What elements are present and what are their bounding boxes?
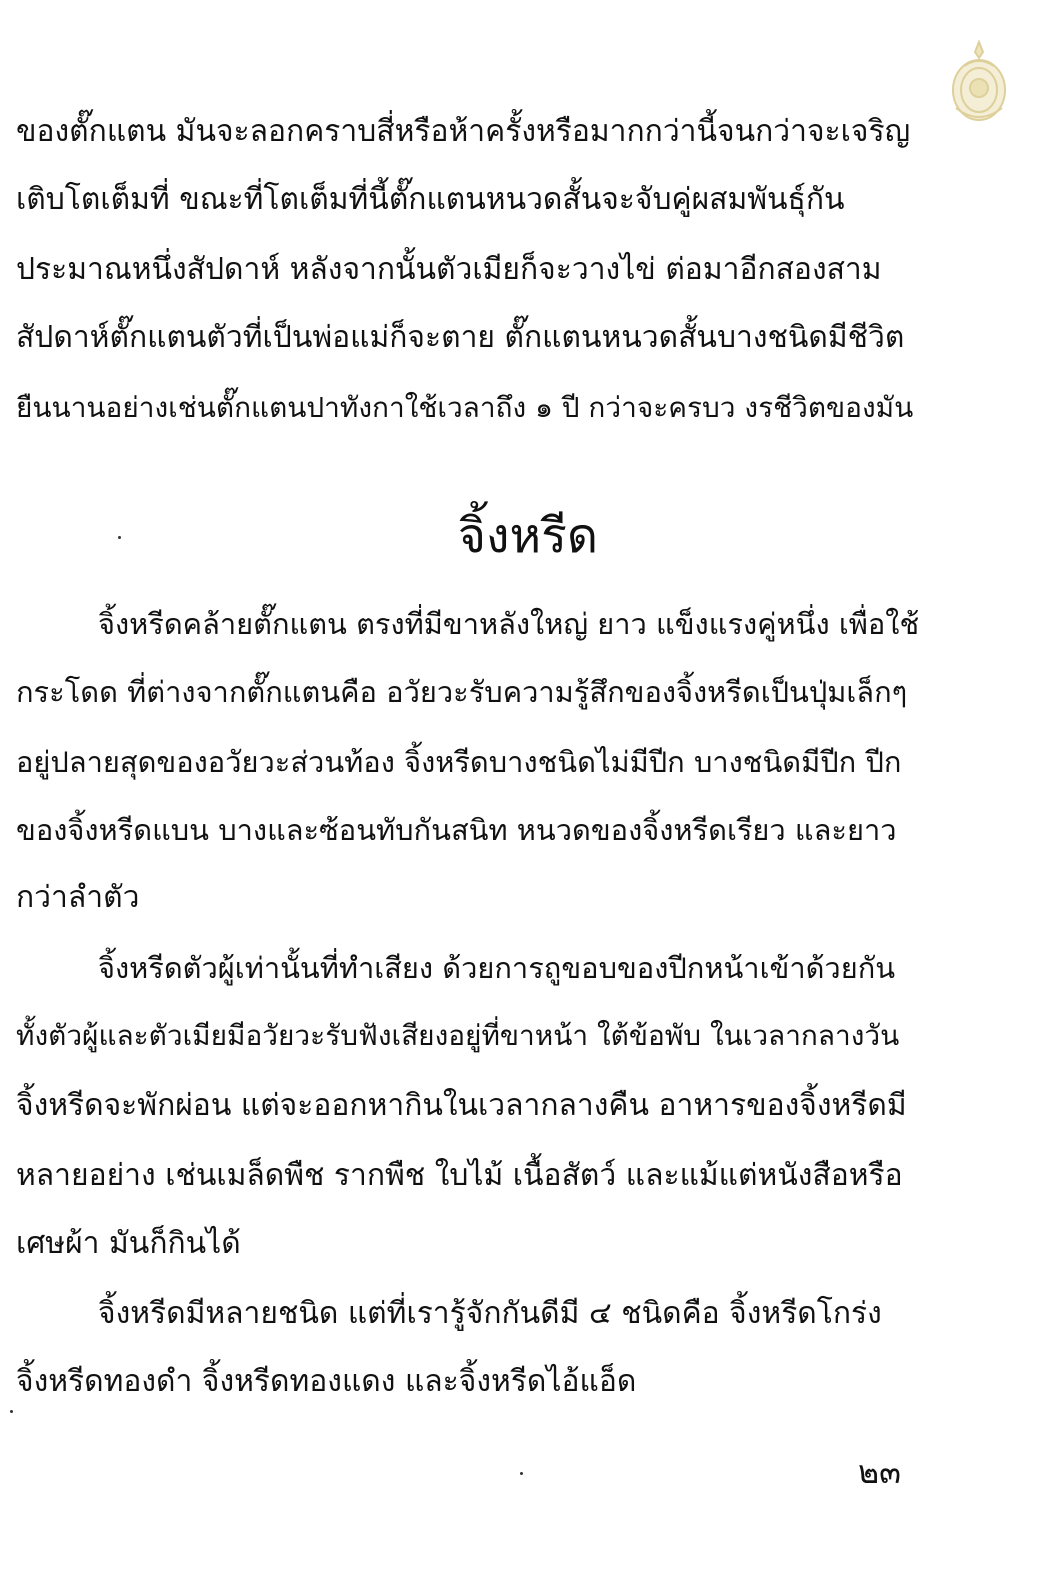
paragraph-line: เศษผ้า มันก็กินได้ [16, 1226, 241, 1261]
text-line: ของตั๊กแตน มันจะลอกคราบสี่หรือห้าครั้งหรือมากกว่านี้จนกว่าจะเจริญ [16, 114, 911, 149]
scan-speck [520, 1472, 523, 1475]
paragraph-line: จิ้งหรีดจะพักผ่อน แต่จะออกหากินในเวลากลางคืน อาหารของจิ้งหรีดมี [16, 1088, 907, 1123]
ministry-emblem-icon [944, 38, 1014, 128]
page-number: ๒๓ [858, 1453, 901, 1491]
paragraph-line: ทั้งตัวผู้และตัวเมียมีอวัยวะรับฟังเสียงอยู่ที่ขาหน้า ใต้ข้อพับ ในเวลากลางวัน [16, 1019, 900, 1052]
paragraph-line: ของจิ้งหรีดแบน บางและซ้อนทับกันสนิท หนวดของจิ้งหรีดเรียว และยาว [16, 813, 897, 847]
paragraph-line: จิ้งหรีดทองดำ จิ้งหรีดทองแดง และจิ้งหรีดไอ้แอ็ด [16, 1364, 637, 1399]
paragraph-line: อยู่ปลายสุดของอวัยวะส่วนท้อง จิ้งหรีดบางชนิดไม่มีปีก บางชนิดมีปีก ปีก [16, 745, 902, 779]
text-line: สัปดาห์ตั๊กแตนตัวที่เป็นพ่อแม่ก็จะตาย ตั๊กแตนหนวดสั้นบางชนิดมีชีวิต [16, 320, 905, 355]
text-line: ยืนนานอย่างเช่นตั๊กแตนปาทังกาใช้เวลาถึง ๑ ปี กว่าจะครบว งรชีวิตของมัน [16, 391, 914, 424]
paragraph-line: หลายอย่าง เช่นเมล็ดพืช รากพืช ใบไม้ เนื้อสัตว์ และแม้แต่หนังสือหรือ [16, 1158, 903, 1193]
paragraph-line: จิ้งหรีดตัวผู้เท่านั้นที่ทำเสียง ด้วยการถูขอบของปีกหน้าเข้าด้วยกัน [98, 951, 896, 985]
text-line: เติบโตเต็มที่ ขณะที่โตเต็มที่นี้ตั๊กแตนหนวดสั้นจะจับคู่ผสมพันธุ์กัน [16, 182, 845, 217]
paragraph-line: กว่าลำตัว [16, 880, 140, 915]
scan-speck [118, 536, 121, 539]
text-line: ประมาณหนึ่งสัปดาห์ หลังจากนั้นตัวเมียก็จะวางไข่ ต่อมาอีกสองสาม [16, 252, 882, 287]
paragraph-line: จิ้งหรีดคล้ายตั๊กแตน ตรงที่มีขาหลังใหญ่ ยาว แข็งแรงคู่หนึ่ง เพื่อใช้ [98, 607, 920, 641]
paragraph-line: จิ้งหรีดมีหลายชนิด แต่ที่เรารู้จักกันดีมี ๔ ชนิดคือ จิ้งหรีดโกร่ง [98, 1296, 882, 1331]
scan-speck [10, 1410, 13, 1413]
paragraph-line: กระโดด ที่ต่างจากตั๊กแตนคือ อวัยวะรับความรู้สึกของจิ้งหรีดเป็นปุ่มเล็กๆ [16, 675, 908, 709]
section-heading: จิ้งหรีด [457, 508, 599, 564]
